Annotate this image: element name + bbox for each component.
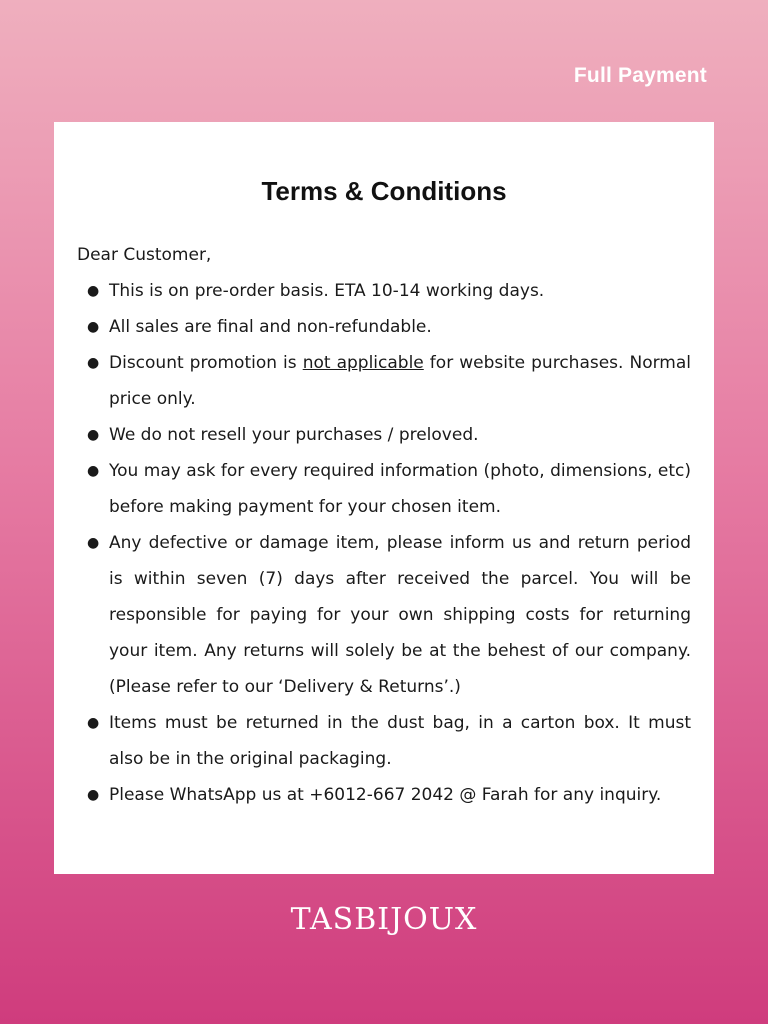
list-item — [87, 309, 691, 345]
bullet-icon: ● — [87, 463, 100, 479]
bullet-icon: ● — [87, 427, 100, 443]
page-title: Terms & Conditions — [261, 176, 507, 206]
list-item — [87, 273, 691, 309]
list-item — [87, 525, 691, 705]
term-text: We do not resell your purchases / preloved. — [109, 425, 479, 445]
bullet-icon: ● — [87, 319, 100, 335]
term-text: All sales are final and non-refundable. — [109, 317, 432, 337]
bullet-icon: ● — [87, 355, 100, 371]
list-item — [87, 705, 691, 777]
term-text: You may ask for every required information (photo, dimensions, etc) before making payment for your chosen item. — [109, 461, 691, 517]
terms-list — [77, 273, 691, 813]
payment-type-label: Full Payment — [573, 64, 707, 87]
terms-card — [54, 122, 714, 874]
list-item — [87, 777, 691, 813]
greeting-text: Dear Customer, — [77, 245, 212, 265]
term-text: Please WhatsApp us at +6012-667 2042 @ Farah for any inquiry. — [109, 785, 662, 805]
list-item — [87, 417, 691, 453]
bullet-icon: ● — [87, 535, 100, 551]
bullet-icon: ● — [87, 715, 100, 731]
bullet-icon: ● — [87, 283, 100, 299]
term-text-before: Discount promotion is — [109, 353, 303, 373]
brand-logo-text: TASBIJOUX — [290, 902, 478, 937]
bullet-icon: ● — [87, 787, 100, 803]
list-item — [87, 345, 691, 417]
term-text-after: for website purchases. Normal price only. — [109, 353, 691, 409]
term-text: Any defective or damage item, please inform us and return period is within seven (7) days after received the parcel. You will be responsible for paying for your own shipping costs for returning your item. Any returns will solely be at the behest of our company. (Please refer to our ‘Delivery & Returns’.) — [109, 533, 691, 697]
list-item — [87, 453, 691, 525]
term-text-underlined: not applicable — [302, 353, 424, 373]
term-text: This is on pre-order basis. ETA 10-14 working days. — [109, 281, 545, 301]
term-text: Items must be returned in the dust bag, in a carton box. It must also be in the original packaging. — [109, 713, 691, 769]
